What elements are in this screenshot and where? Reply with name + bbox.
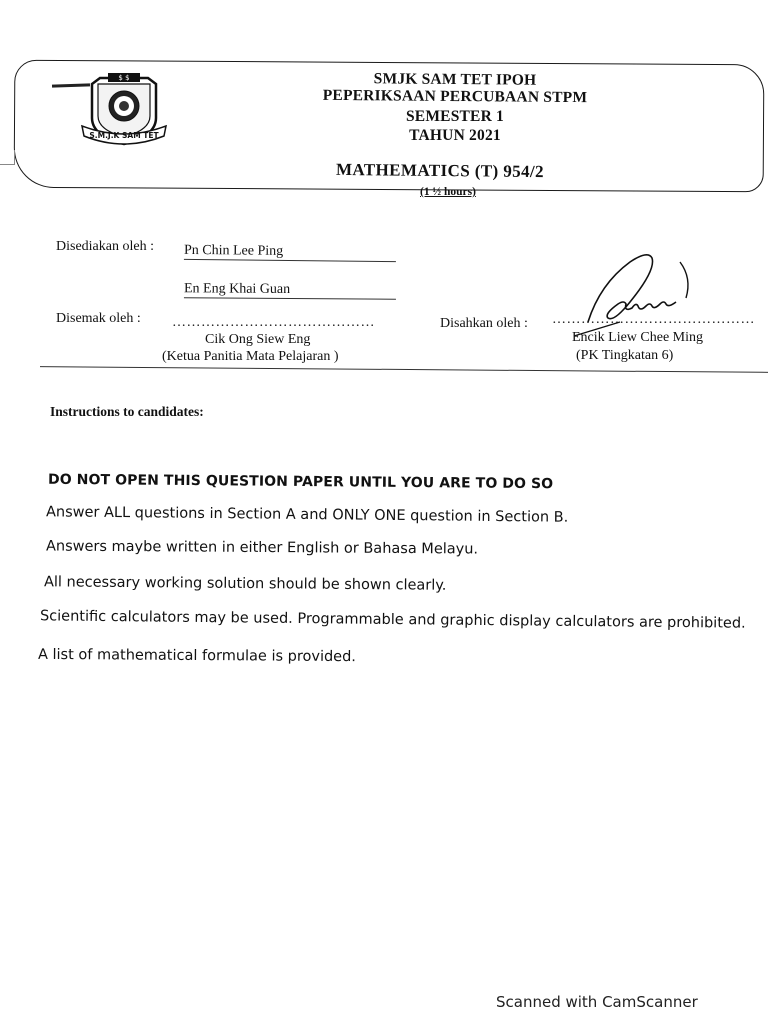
exam-title: PEPERIKSAAN PERCUBAAN STPM: [322, 86, 588, 107]
instruction-item: Answer ALL questions in Section A and ONLY ONE question in Section B.: [45, 504, 569, 526]
year-label: TAHUN 2021: [409, 127, 501, 144]
preparer-name-1: Pn Chin Lee Ping: [184, 243, 396, 262]
checked-by-signature-line: ……………………………………: [172, 315, 375, 330]
section-divider: [40, 366, 768, 373]
semester-label: SEMESTER 1: [405, 108, 505, 125]
approved-by-label: Disahkan oleh :: [440, 316, 528, 331]
subject-title: MATHEMATICS (T) 954/2: [335, 159, 545, 182]
preparer-name-2: En Eng Khai Guan: [184, 281, 396, 299]
exam-duration: (1 ½ hours): [420, 186, 476, 198]
checked-by-label: Disemak oleh :: [56, 311, 141, 326]
school-name: SMJK SAM TET IPOH: [373, 70, 537, 89]
handwritten-signature: [560, 244, 710, 344]
checker-role: (Ketua Panitia Mata Pelajaran ): [162, 349, 339, 364]
instructions-warning: DO NOT OPEN THIS QUESTION PAPER UNTIL YOU ARE TO DO SO: [47, 471, 554, 493]
instruction-item: All necessary working solution should be shown clearly.: [43, 574, 447, 594]
school-crest-logo: [78, 70, 170, 150]
instruction-item: A list of mathematical formulae is provided.: [37, 646, 357, 666]
instruction-item: Answers maybe written in either English or Bahasa Melayu.: [45, 538, 479, 558]
scanner-watermark: Scanned with CamScanner: [496, 993, 698, 1011]
instruction-item: Scientific calculators may be used. Programmable and graphic display calculators are prohibited.: [39, 608, 746, 632]
approver-role: (PK Tingkatan 6): [576, 348, 674, 363]
logo-banner-text: S.M.J.K SAM TET: [89, 131, 159, 140]
instructions-heading: Instructions to candidates:: [50, 404, 204, 419]
checker-name: Cik Ong Siew Eng: [205, 332, 311, 347]
svg-text:$ $: $ $: [118, 74, 130, 82]
page-corner-mark: [0, 150, 15, 165]
approver-name: Encik Liew Chee Ming: [572, 330, 704, 345]
prepared-by-label: Disediakan oleh :: [56, 239, 154, 254]
approved-by-signature-line: ……………………………………: [552, 312, 755, 327]
